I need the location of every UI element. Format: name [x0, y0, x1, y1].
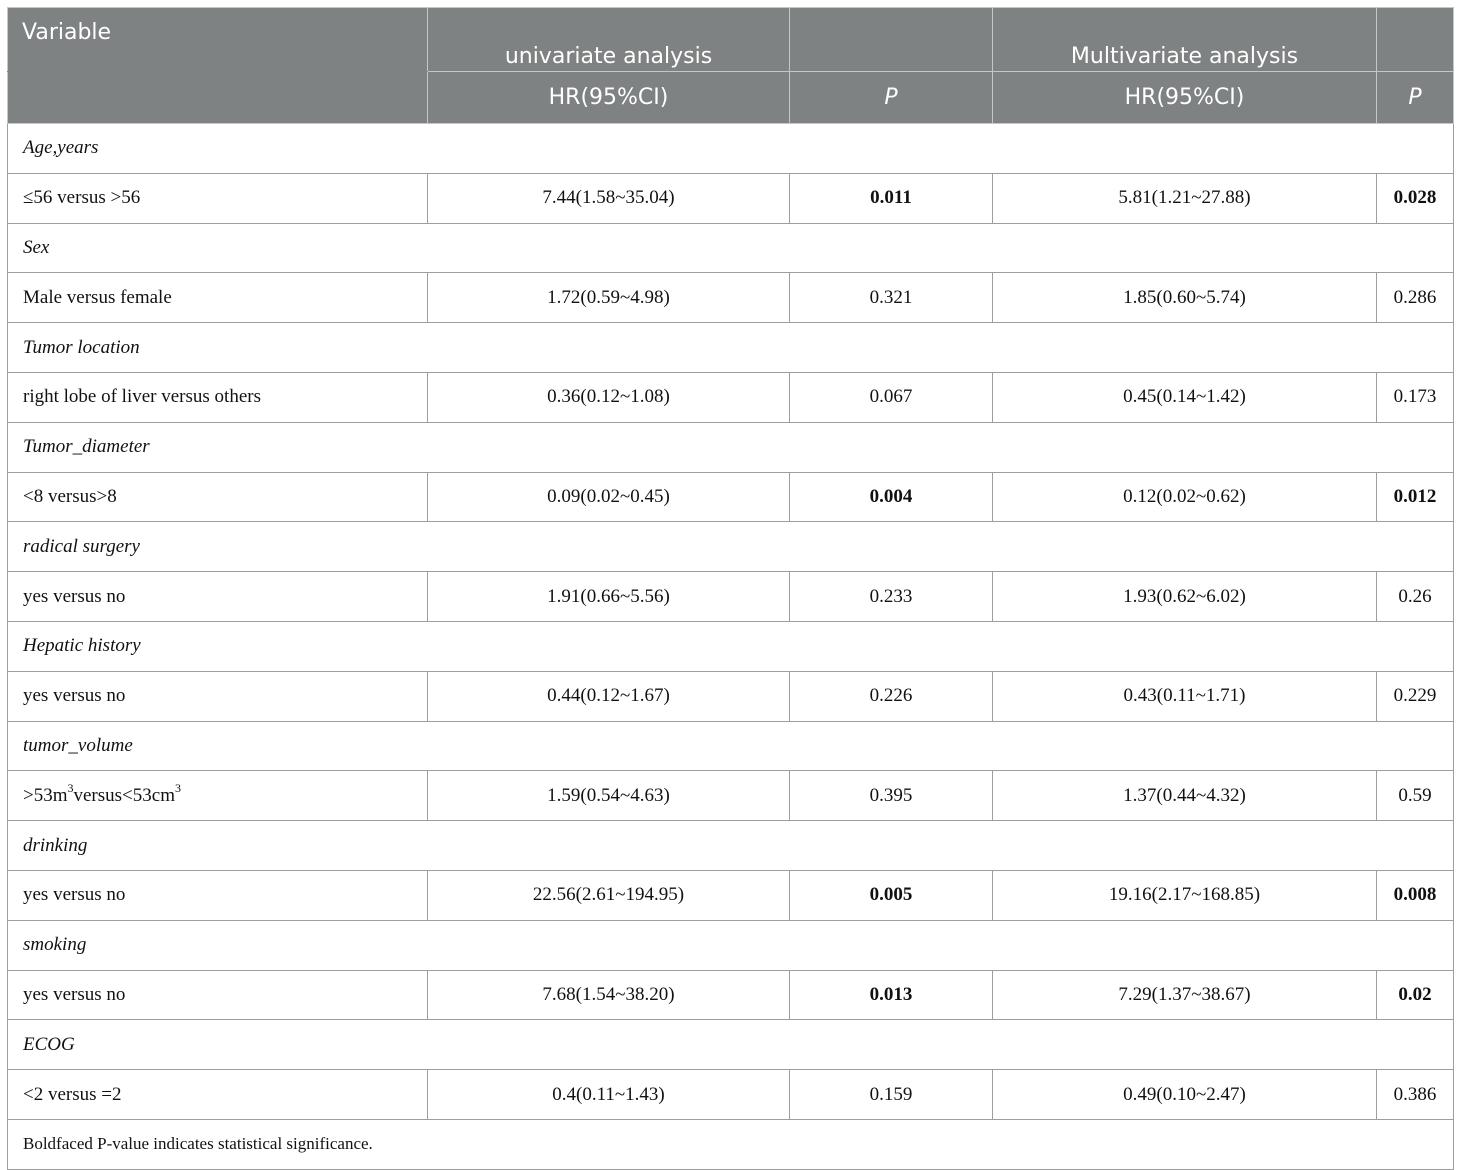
group-label: Age,years	[8, 124, 1454, 174]
comparison-label: <8 versus>8	[8, 472, 428, 522]
multi-hr-cell: 7.29(1.37~38.67)	[993, 970, 1377, 1020]
header-variable: Variable	[8, 8, 428, 72]
group-row	[8, 721, 1454, 771]
group-label: tumor_volume	[8, 721, 1454, 771]
group-label: radical surgery	[8, 522, 1454, 572]
multi-hr-cell: 0.45(0.14~1.42)	[993, 372, 1377, 422]
results-table	[7, 7, 1454, 1170]
table-row	[8, 572, 1454, 622]
multi-p-cell: 0.286	[1377, 273, 1454, 323]
comparison-label	[8, 771, 428, 821]
footnote: Boldfaced P-value indicates statistical significance.	[8, 1119, 1454, 1169]
comparison-label: yes versus no	[8, 671, 428, 721]
group-row	[8, 1020, 1454, 1070]
group-row	[8, 621, 1454, 671]
comparison-label: right lobe of liver versus others	[8, 372, 428, 422]
table-row	[8, 870, 1454, 920]
multi-p-cell: 0.173	[1377, 372, 1454, 422]
table-row	[8, 671, 1454, 721]
multi-p-cell: 0.02	[1377, 970, 1454, 1020]
group-label: Tumor location	[8, 323, 1454, 373]
uni-hr-cell: 1.72(0.59~4.98)	[428, 273, 790, 323]
multi-hr-cell: 0.12(0.02~0.62)	[993, 472, 1377, 522]
uni-p-cell: 0.005	[790, 870, 993, 920]
superscript: 3	[174, 781, 181, 796]
uni-hr-cell: 7.68(1.54~38.20)	[428, 970, 790, 1020]
uni-hr-cell: 7.44(1.58~35.04)	[428, 173, 790, 223]
multi-p-cell: 0.008	[1377, 870, 1454, 920]
header-univariate-blank	[790, 8, 993, 72]
group-label: Sex	[8, 223, 1454, 273]
table-row	[8, 273, 1454, 323]
multi-hr-cell: 0.43(0.11~1.71)	[993, 671, 1377, 721]
uni-hr-cell: 1.59(0.54~4.63)	[428, 771, 790, 821]
multi-hr-cell: 1.37(0.44~4.32)	[993, 771, 1377, 821]
header-multivariate-blank	[1377, 8, 1454, 72]
uni-p-cell: 0.159	[790, 1070, 993, 1120]
multi-hr-cell: 1.93(0.62~6.02)	[993, 572, 1377, 622]
table-row	[8, 970, 1454, 1020]
uni-hr-cell: 0.09(0.02~0.45)	[428, 472, 790, 522]
uni-p-cell: 0.067	[790, 372, 993, 422]
footnote-row	[8, 1119, 1454, 1169]
header-variable-blank	[8, 72, 428, 124]
multi-p-cell: 0.386	[1377, 1070, 1454, 1120]
uni-p-cell: 0.233	[790, 572, 993, 622]
uni-p-cell: 0.011	[790, 173, 993, 223]
group-label: Tumor_diameter	[8, 422, 1454, 472]
uni-p-cell: 0.395	[790, 771, 993, 821]
table-row	[8, 1070, 1454, 1120]
multi-hr-cell: 5.81(1.21~27.88)	[993, 173, 1377, 223]
uni-hr-cell: 1.91(0.66~5.56)	[428, 572, 790, 622]
comparison-label: yes versus no	[8, 572, 428, 622]
label-text: >53m	[23, 784, 68, 806]
multi-hr-cell: 1.85(0.60~5.74)	[993, 273, 1377, 323]
uni-hr-cell: 0.36(0.12~1.08)	[428, 372, 790, 422]
header-uni-hr: HR(95%CI)	[428, 72, 790, 124]
uni-hr-cell: 22.56(2.61~194.95)	[428, 870, 790, 920]
uni-p-cell: 0.004	[790, 472, 993, 522]
header-multi-p: P	[1377, 72, 1454, 124]
group-label: drinking	[8, 821, 1454, 871]
group-row	[8, 920, 1454, 970]
multi-p-cell: 0.26	[1377, 572, 1454, 622]
multi-p-cell: 0.012	[1377, 472, 1454, 522]
group-row	[8, 223, 1454, 273]
header-multi-hr: HR(95%CI)	[993, 72, 1377, 124]
group-row	[8, 124, 1454, 174]
group-label: Hepatic history	[8, 621, 1454, 671]
table-body	[8, 124, 1454, 1170]
table-row	[8, 372, 1454, 422]
comparison-label: <2 versus =2	[8, 1070, 428, 1120]
header-uni-p: P	[790, 72, 993, 124]
table-row	[8, 771, 1454, 821]
uni-p-cell: 0.226	[790, 671, 993, 721]
table-row	[8, 173, 1454, 223]
comparison-label: yes versus no	[8, 870, 428, 920]
label-text: versus<53cm	[73, 784, 175, 806]
group-row	[8, 821, 1454, 871]
uni-p-cell: 0.321	[790, 273, 993, 323]
multi-p-cell: 0.59	[1377, 771, 1454, 821]
header-univariate: univariate analysis	[428, 8, 790, 72]
group-label: ECOG	[8, 1020, 1454, 1070]
comparison-label: ≤56 versus >56	[8, 173, 428, 223]
uni-hr-cell: 0.44(0.12~1.67)	[428, 671, 790, 721]
uni-hr-cell: 0.4(0.11~1.43)	[428, 1070, 790, 1120]
group-label: smoking	[8, 920, 1454, 970]
table-row	[8, 472, 1454, 522]
group-row	[8, 422, 1454, 472]
multi-p-cell: 0.028	[1377, 173, 1454, 223]
group-row	[8, 323, 1454, 373]
superscript: 3	[67, 781, 74, 796]
comparison-label: Male versus female	[8, 273, 428, 323]
multi-p-cell: 0.229	[1377, 671, 1454, 721]
header-multivariate: Multivariate analysis	[993, 8, 1377, 72]
multi-hr-cell: 0.49(0.10~2.47)	[993, 1070, 1377, 1120]
group-row	[8, 522, 1454, 572]
multi-hr-cell: 19.16(2.17~168.85)	[993, 870, 1377, 920]
uni-p-cell: 0.013	[790, 970, 993, 1020]
comparison-label: yes versus no	[8, 970, 428, 1020]
